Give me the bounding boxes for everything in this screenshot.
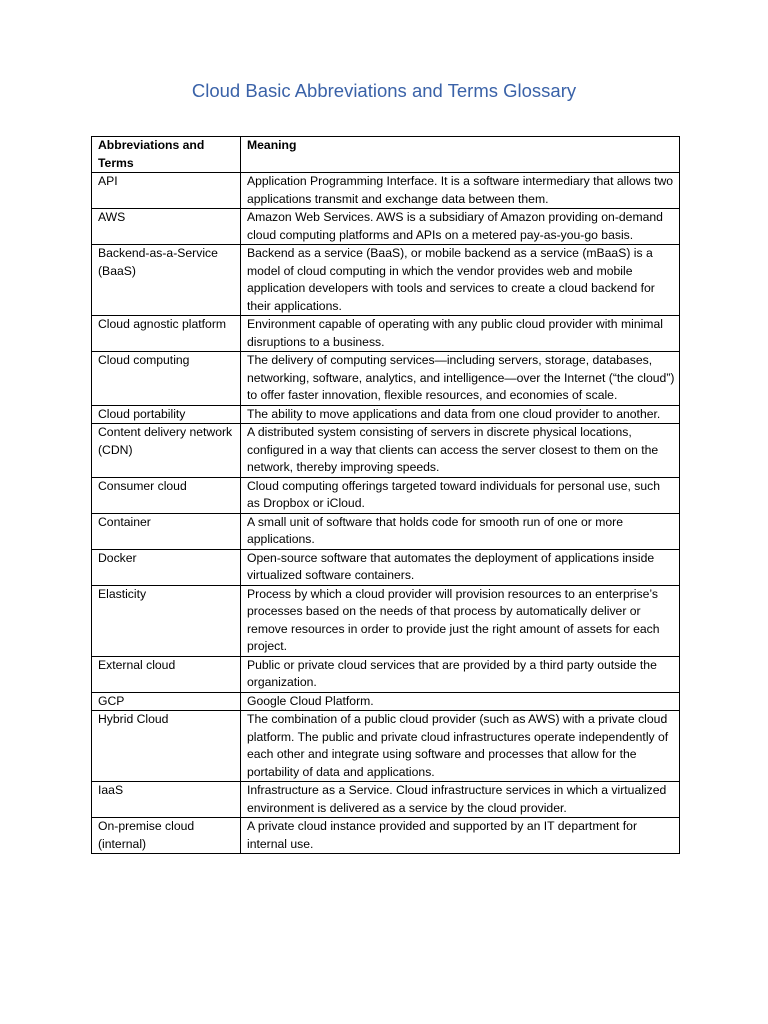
term-cell: GCP [92, 692, 241, 711]
table-row [92, 782, 680, 818]
table-row [92, 711, 680, 782]
meaning-cell: The delivery of computing services—including servers, storage, databases, networking, software, analytics, and intelligence—over the Internet (“the cloud”) to offer faster innovation, flexible resources, and economies of scale. [241, 352, 680, 406]
term-cell: Cloud portability [92, 405, 241, 424]
term-cell: Docker [92, 549, 241, 585]
meaning-cell: Backend as a service (BaaS), or mobile backend as a service (mBaaS) is a model of cloud computing in which the vendor provides web and mobile application developers with tools and services to create a cloud backend for their applications. [241, 245, 680, 316]
meaning-cell: Cloud computing offerings targeted toward individuals for personal use, such as Dropbox or iCloud. [241, 477, 680, 513]
table-row [92, 477, 680, 513]
header-term: Abbreviations and Terms [92, 137, 241, 173]
table-row [92, 245, 680, 316]
table-row [92, 316, 680, 352]
term-cell: Backend-as-a-Service (BaaS) [92, 245, 241, 316]
term-cell: IaaS [92, 782, 241, 818]
meaning-cell: Open-source software that automates the deployment of applications inside virtualized software containers. [241, 549, 680, 585]
table-header-row [92, 137, 680, 173]
term-cell: Elasticity [92, 585, 241, 656]
term-cell: Consumer cloud [92, 477, 241, 513]
term-cell: Container [92, 513, 241, 549]
meaning-cell: Amazon Web Services. AWS is a subsidiary of Amazon providing on-demand cloud computing platforms and APIs on a metered pay-as-you-go basis. [241, 209, 680, 245]
meaning-cell: Google Cloud Platform. [241, 692, 680, 711]
table-row [92, 818, 680, 854]
table-row [92, 585, 680, 656]
term-cell: Cloud computing [92, 352, 241, 406]
meaning-cell: The ability to move applications and data from one cloud provider to another. [241, 405, 680, 424]
table-row [92, 549, 680, 585]
term-cell: AWS [92, 209, 241, 245]
meaning-cell: A private cloud instance provided and supported by an IT department for internal use. [241, 818, 680, 854]
table-row [92, 405, 680, 424]
term-cell: API [92, 173, 241, 209]
meaning-cell: Infrastructure as a Service. Cloud infrastructure services in which a virtualized environment is delivered as a service by the cloud provider. [241, 782, 680, 818]
meaning-cell: The combination of a public cloud provider (such as AWS) with a private cloud platform. The public and private cloud infrastructures operate independently of each other and integrate using software and processes that allow for the portability of data and applications. [241, 711, 680, 782]
term-cell: Cloud agnostic platform [92, 316, 241, 352]
table-row [92, 656, 680, 692]
table-row [92, 352, 680, 406]
table-row [92, 209, 680, 245]
meaning-cell: A distributed system consisting of servers in discrete physical locations, configured in a way that clients can access the server closest to them on the network, thereby improving speeds. [241, 424, 680, 478]
table-row [92, 692, 680, 711]
term-cell: External cloud [92, 656, 241, 692]
table-row [92, 424, 680, 478]
meaning-cell: Public or private cloud services that are provided by a third party outside the organization. [241, 656, 680, 692]
meaning-cell: A small unit of software that holds code for smooth run of one or more applications. [241, 513, 680, 549]
glossary-table [91, 136, 680, 854]
meaning-cell: Application Programming Interface. It is a software intermediary that allows two applications transmit and exchange data between them. [241, 173, 680, 209]
table-row [92, 173, 680, 209]
term-cell: Hybrid Cloud [92, 711, 241, 782]
table-row [92, 513, 680, 549]
meaning-cell: Process by which a cloud provider will provision resources to an enterprise’s processes based on the needs of that process by automatically deliver or remove resources in order to provide just the right amount of assets for each project. [241, 585, 680, 656]
header-meaning: Meaning [241, 137, 680, 173]
meaning-cell: Environment capable of operating with any public cloud provider with minimal disruptions to a business. [241, 316, 680, 352]
term-cell: On-premise cloud (internal) [92, 818, 241, 854]
page-title: Cloud Basic Abbreviations and Terms Glossary [191, 80, 577, 101]
term-cell: Content delivery network (CDN) [92, 424, 241, 478]
